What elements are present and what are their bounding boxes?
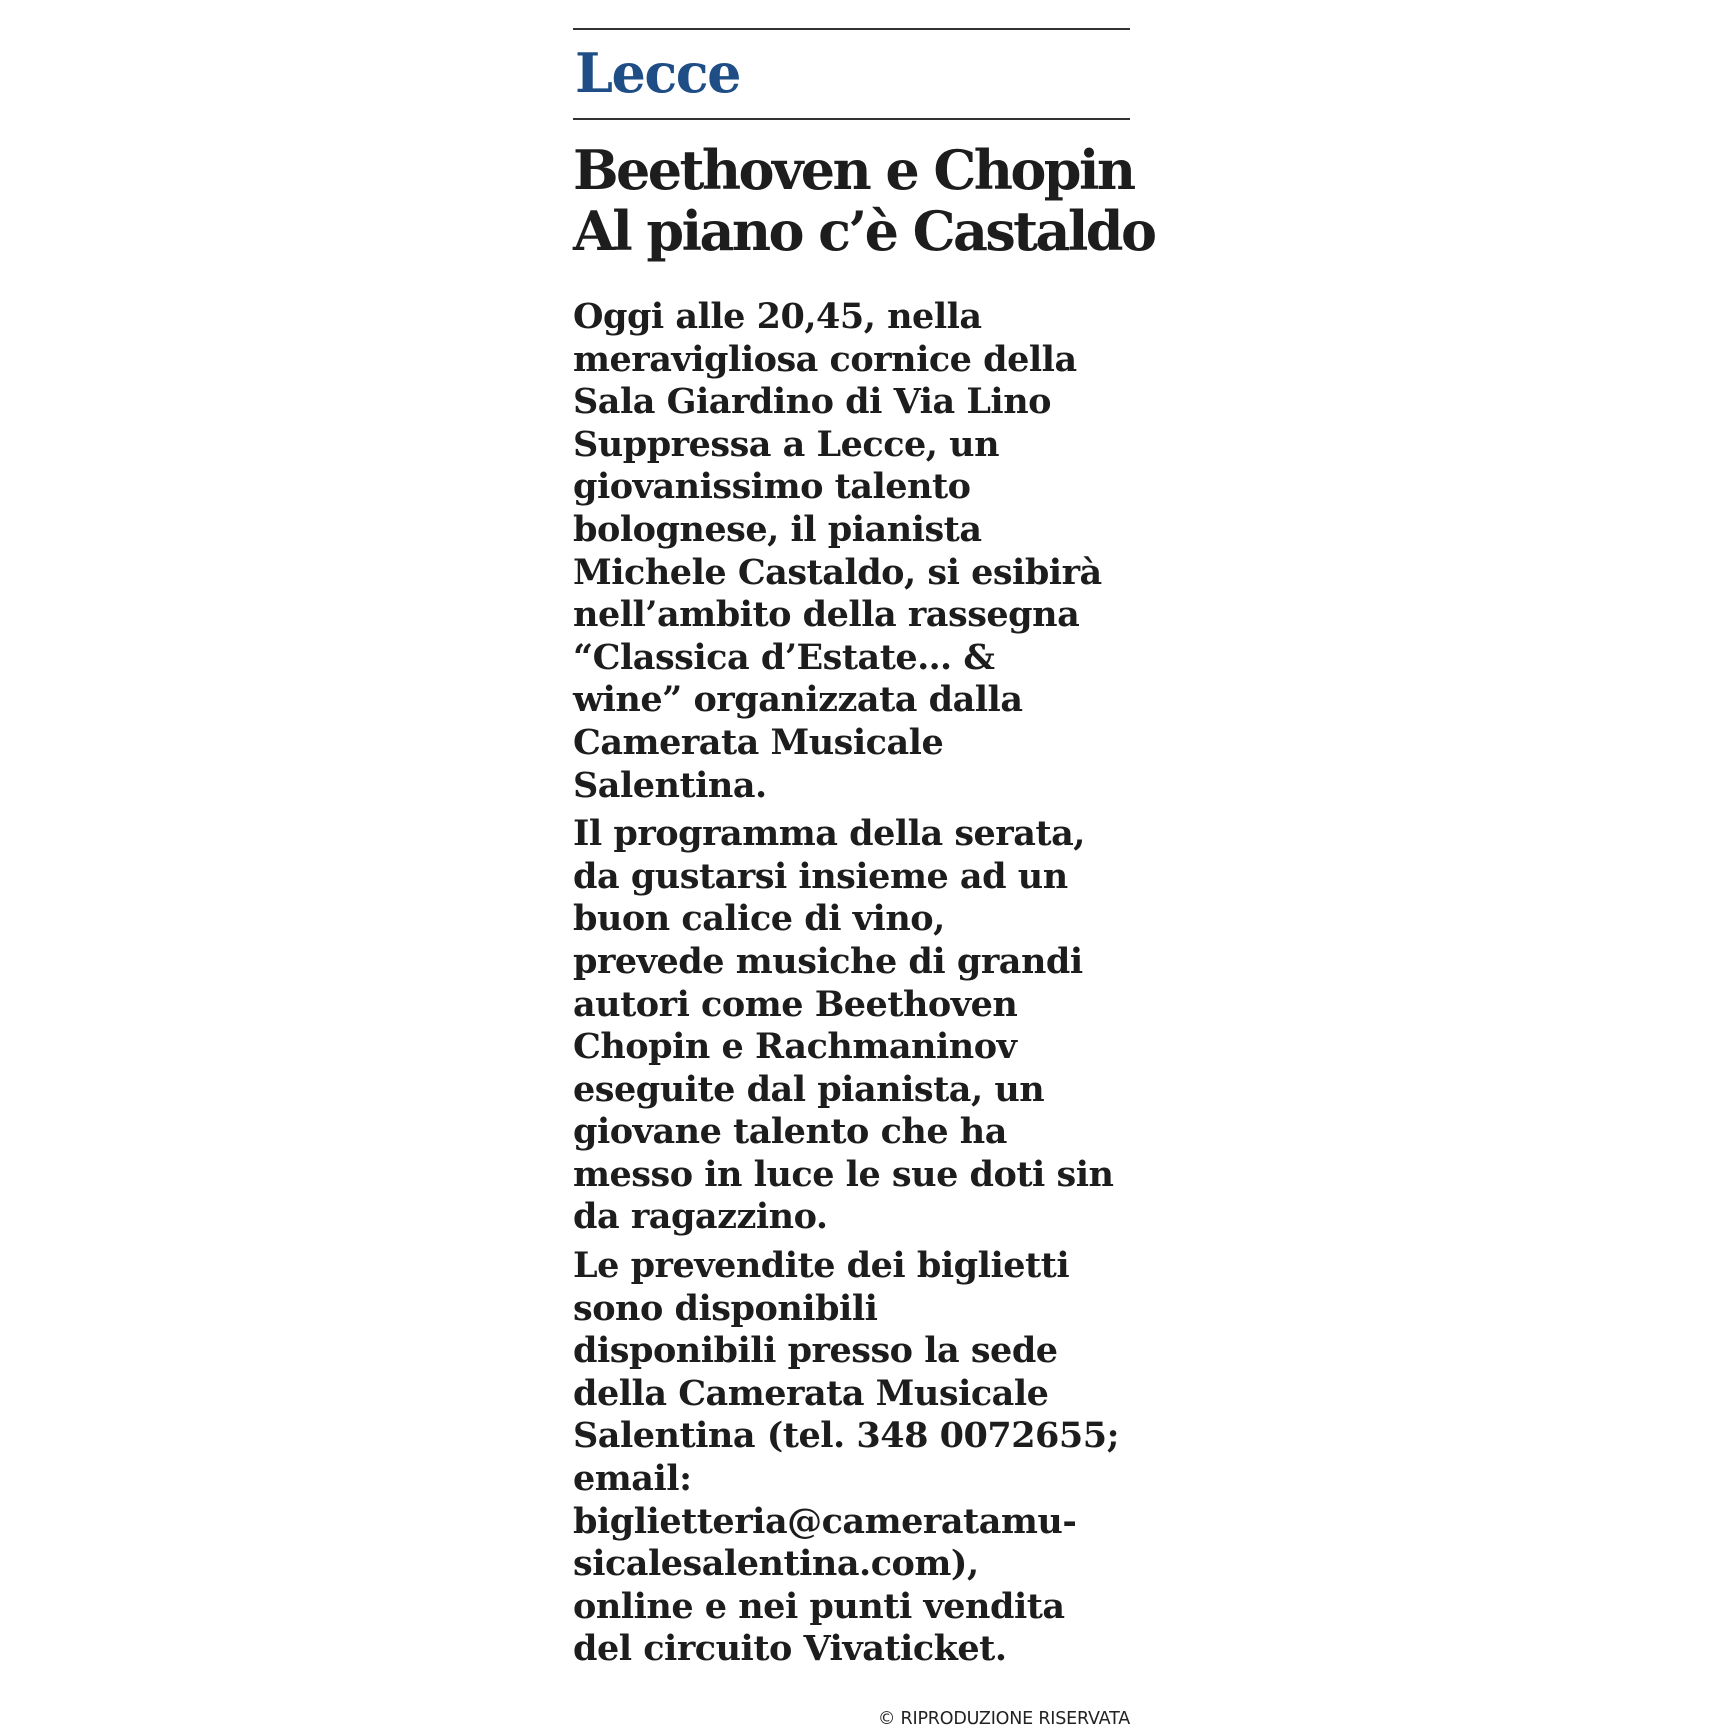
body-line: nell’ambito della rassegna [573,594,1080,636]
copyright-notice: © RIPRODUZIONE RISERVATA [877,1709,1130,1729]
body-line: Salentina. [573,764,767,806]
body-line: Camerata Musicale [573,721,944,763]
headline [573,138,1155,263]
headline-line: Beethoven e Chopin [573,138,1134,202]
body-line: Sala Giardino di Via Lino [573,381,1052,423]
section-rule [573,118,1130,120]
body-line: online e nei punti vendita [573,1585,1065,1627]
body-line: Il programma della serata, [573,813,1085,855]
article-body [573,296,1130,1671]
body-line: prevede musiche di grandi [573,940,1083,982]
body-line: “Classica d’Estate… & [573,636,995,678]
body-line: disponibili presso la sede [573,1330,1058,1372]
email-link[interactable]: sicalesalentina.com), [573,1543,979,1585]
body-line: messo in luce le sue doti sin [573,1153,1114,1195]
body-line: della Camerata Musicale [573,1372,1049,1414]
body-line: meravigliosa cornice della [573,338,1077,380]
body-line: Le prevendite dei biglietti [573,1245,1070,1287]
body-paragraph [573,1245,1130,1671]
body-line: giovanissimo talento [573,466,971,508]
body-line: Salentina (tel. 348 0072655; [573,1415,1120,1457]
body-line: giovane talento che ha [573,1111,1007,1153]
body-line: Suppressa a Lecce, un [573,423,1000,465]
body-line: eseguite dal pianista, un [573,1068,1045,1110]
body-paragraph [573,296,1130,807]
article [573,28,1155,1677]
body-paragraph [573,813,1130,1239]
body-line: da gustarsi insieme ad un [573,855,1068,897]
body-line: buon calice di vino, [573,898,945,940]
body-line: wine” organizzata dalla [573,679,1023,721]
body-line: da ragazzino. [573,1196,828,1238]
body-line: Michele Castaldo, si esibirà [573,551,1102,593]
headline-line: Al piano c’è Castaldo [573,199,1155,263]
body-line: email: [573,1458,692,1500]
email-link[interactable]: biglietteria@cameratamu- [573,1500,1077,1542]
body-line: del circuito Vivaticket. [573,1628,1007,1670]
body-line: sono disponibili [573,1287,878,1329]
body-line: bolognese, il pianista [573,508,982,550]
section-title: Lecce [575,41,740,105]
body-line: autori come Beethoven [573,983,1018,1025]
body-line: Oggi alle 20,45, nella [573,296,982,337]
body-line: Chopin e Rachmaninov [573,1026,1017,1068]
